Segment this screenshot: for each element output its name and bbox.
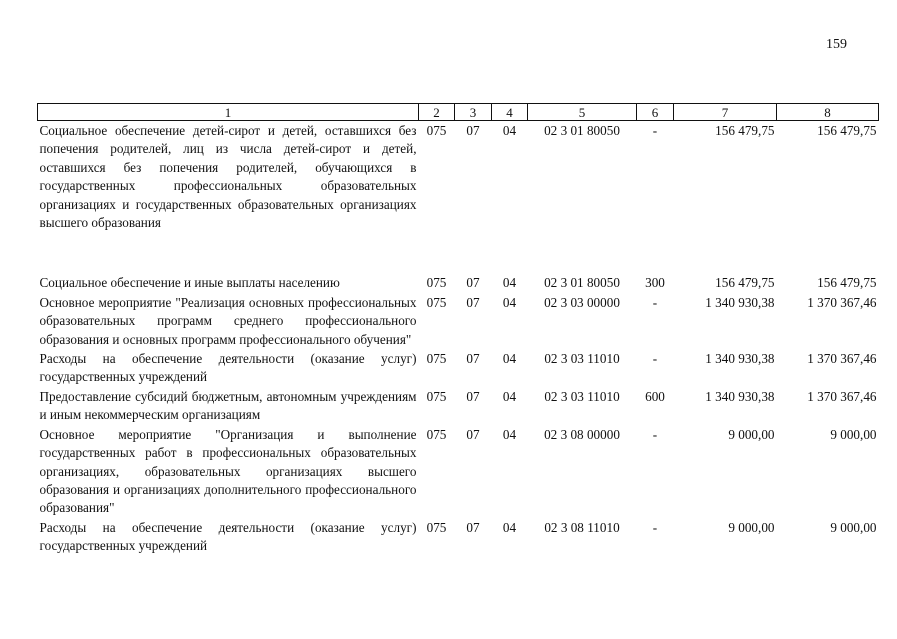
cell-target-article: 02 3 08 11010 bbox=[544, 519, 620, 535]
cell-amount-year2: 156 479,75 bbox=[817, 123, 877, 138]
column-header: 6 bbox=[637, 104, 674, 121]
table-row bbox=[38, 121, 879, 233]
cell-expense-type: - bbox=[652, 123, 658, 138]
column-header: 4 bbox=[492, 104, 528, 121]
cell-ministry-code: 075 bbox=[426, 275, 447, 291]
row-description: Расходы на обеспечение деятельности (оказание услуг) государственных учреждений bbox=[39, 519, 417, 554]
cell-subsection: 04 bbox=[502, 275, 517, 291]
cell-amount-year1: 156 479,75 bbox=[715, 275, 775, 291]
table-row bbox=[38, 273, 879, 292]
cell-ministry-code: 075 bbox=[426, 294, 447, 310]
cell-ministry-code: 075 bbox=[426, 123, 447, 138]
cell-subsection: 04 bbox=[502, 351, 517, 367]
spacer-row bbox=[38, 232, 879, 273]
cell-target-article: 02 3 01 80050 bbox=[544, 123, 620, 138]
cell-expense-type: - bbox=[652, 519, 658, 535]
cell-amount-year2: 1 370 367,46 bbox=[807, 351, 877, 367]
column-header: 8 bbox=[777, 104, 879, 121]
table-row bbox=[38, 293, 879, 349]
column-header: 7 bbox=[674, 104, 777, 121]
column-header: 1 bbox=[38, 104, 419, 121]
cell-amount-year1: 1 340 930,38 bbox=[705, 388, 775, 404]
cell-target-article: 02 3 03 00000 bbox=[544, 294, 620, 310]
column-header: 2 bbox=[419, 104, 455, 121]
cell-target-article: 02 3 08 00000 bbox=[544, 426, 620, 442]
cell-amount-year2: 9 000,00 bbox=[830, 519, 877, 535]
cell-amount-year1: 9 000,00 bbox=[728, 426, 775, 442]
row-description: Социальное обеспечение детей-сирот и детей, оставшихся без попечения родителей, лиц из числа детей-сирот и детей, оставшихся без попечения родителей, обучающихся в государственных профессиональных образовательных организациях и государственных образовательных организациях высшего образования bbox=[39, 123, 417, 231]
cell-ministry-code: 075 bbox=[426, 519, 447, 535]
page-number: 159 bbox=[826, 37, 847, 52]
table-row bbox=[38, 518, 879, 556]
row-description: Предоставление субсидий бюджетным, автономным учреждениям и иным некоммерческим организациям bbox=[39, 388, 417, 423]
budget-table bbox=[37, 103, 879, 556]
column-header: 5 bbox=[528, 104, 637, 121]
cell-section: 07 bbox=[466, 123, 480, 138]
cell-ministry-code: 075 bbox=[426, 388, 447, 404]
table-row bbox=[38, 349, 879, 387]
cell-expense-type: - bbox=[652, 351, 658, 367]
cell-expense-type: 600 bbox=[645, 388, 665, 404]
cell-target-article: 02 3 01 80050 bbox=[544, 275, 620, 291]
row-description: Социальное обеспечение и иные выплаты населению bbox=[39, 275, 340, 291]
cell-section: 07 bbox=[466, 426, 480, 442]
cell-ministry-code: 075 bbox=[426, 351, 447, 367]
cell-expense-type: - bbox=[652, 294, 658, 310]
cell-subsection: 04 bbox=[502, 519, 517, 535]
cell-section: 07 bbox=[466, 388, 480, 404]
cell-target-article: 02 3 03 11010 bbox=[544, 388, 620, 404]
table-row bbox=[38, 425, 879, 518]
row-description: Основное мероприятие "Организация и выполнение государственных работ в профессиональных образовательных организациях, образовательных организациях высшего образования и организациях дополнительного профессионального образования" bbox=[39, 426, 417, 516]
table-row bbox=[38, 387, 879, 425]
cell-amount-year2: 9 000,00 bbox=[830, 426, 877, 442]
cell-ministry-code: 075 bbox=[426, 426, 447, 442]
cell-expense-type: 300 bbox=[645, 275, 665, 291]
row-description: Расходы на обеспечение деятельности (оказание услуг) государственных учреждений bbox=[39, 351, 417, 385]
cell-target-article: 02 3 03 11010 bbox=[544, 351, 620, 367]
cell-expense-type: - bbox=[652, 426, 658, 442]
cell-amount-year1: 1 340 930,38 bbox=[705, 294, 775, 310]
cell-amount-year2: 1 370 367,46 bbox=[807, 294, 877, 310]
cell-amount-year1: 156 479,75 bbox=[715, 123, 775, 138]
header-row bbox=[38, 104, 879, 121]
column-header: 3 bbox=[455, 104, 492, 121]
cell-amount-year1: 1 340 930,38 bbox=[705, 351, 775, 367]
cell-section: 07 bbox=[466, 351, 480, 367]
row-description: Основное мероприятие "Реализация основных профессиональных образовательных программ среднего профессионального образования и основных программ профессионального обучения" bbox=[39, 294, 417, 347]
cell-amount-year2: 156 479,75 bbox=[817, 275, 877, 291]
cell-subsection: 04 bbox=[502, 388, 517, 404]
cell-amount-year1: 9 000,00 bbox=[728, 519, 775, 535]
cell-subsection: 04 bbox=[502, 294, 517, 310]
cell-section: 07 bbox=[466, 294, 480, 310]
cell-section: 07 bbox=[466, 519, 480, 535]
cell-subsection: 04 bbox=[502, 426, 517, 442]
cell-subsection: 04 bbox=[502, 123, 517, 138]
cell-section: 07 bbox=[466, 275, 480, 291]
cell-amount-year2: 1 370 367,46 bbox=[807, 388, 877, 404]
